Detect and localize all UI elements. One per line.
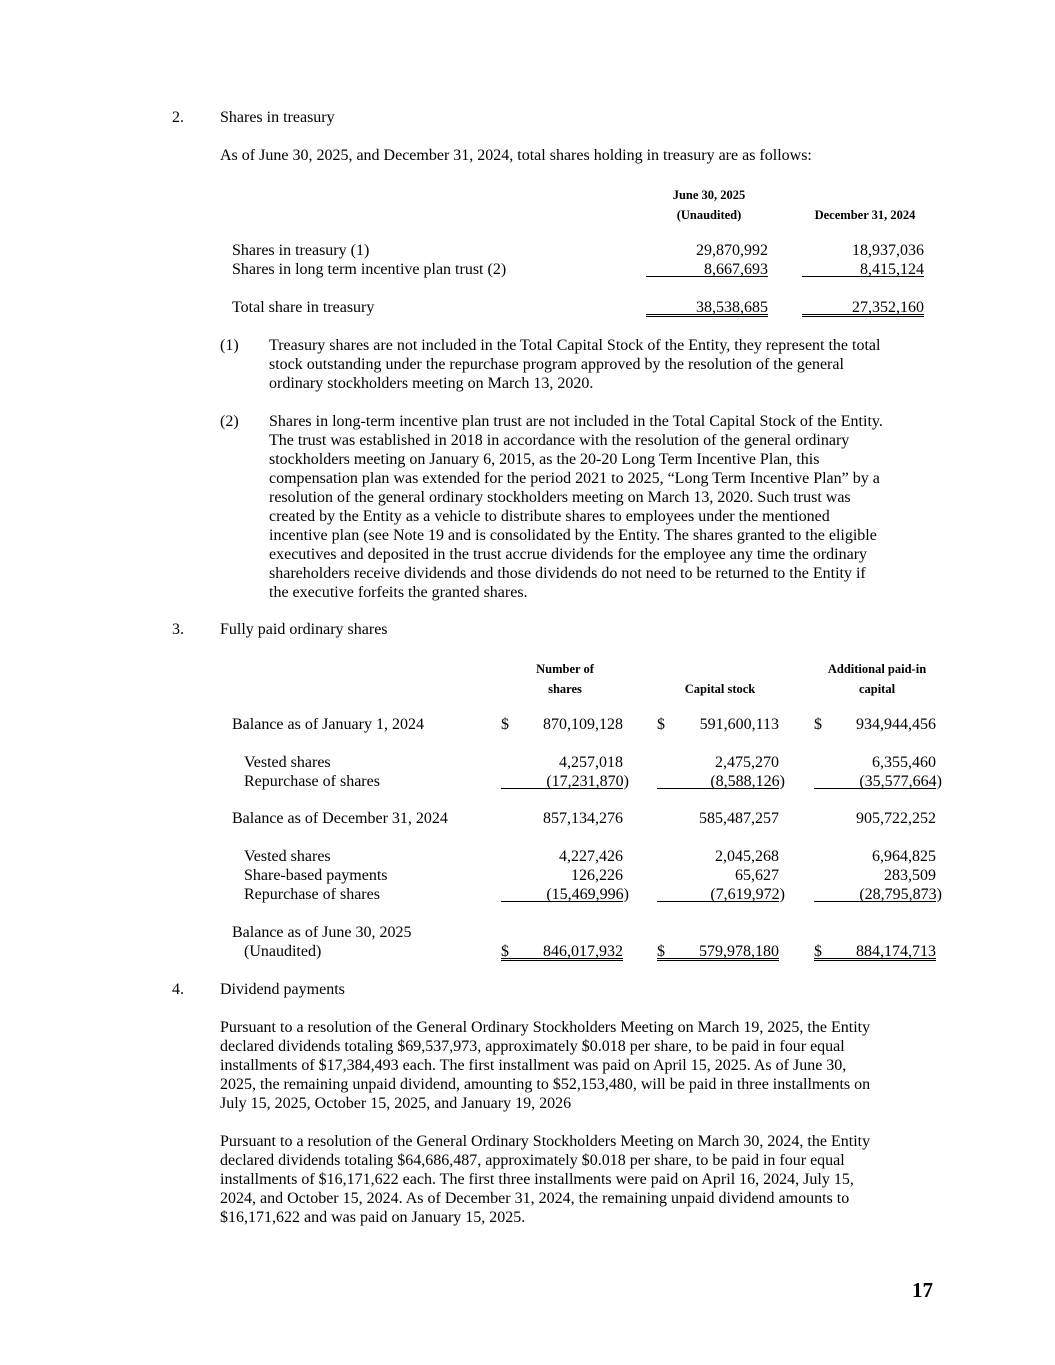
double-underline <box>802 314 924 317</box>
note-2-text <box>269 412 883 602</box>
treasury-total-dec: 27,352,160 <box>852 299 924 316</box>
underline <box>657 901 779 902</box>
underline <box>646 276 768 277</box>
equity-capital: 579,978,180 <box>699 943 779 960</box>
currency-symbol: $ <box>501 716 509 733</box>
underline <box>657 788 779 789</box>
underline <box>814 788 936 789</box>
equity-capital: 2,475,270 <box>715 754 779 771</box>
note-line: ordinary stockholders meeting on March 13, 2020. <box>269 375 594 392</box>
equity-apic: 905,722,252 <box>856 810 936 827</box>
note-line: stockholders meeting on January 6, 2015, as the 20-20 Long Term Incentive Plan, this <box>269 451 820 468</box>
note-1-marker: (1) <box>220 337 239 354</box>
currency-symbol: $ <box>814 943 822 960</box>
paragraph-line: Pursuant to a resolution of the General Ordinary Stockholders Meeting on March 30, 2024, the Entity <box>220 1133 871 1150</box>
paragraph-line: installments of $16,171,622 each. The first three installments were paid on April 16, 2024, July 15, <box>220 1171 854 1188</box>
equity-shares: 4,227,426 <box>559 848 623 865</box>
treasury-col1-header-line1: June 30, 2025 <box>672 188 746 202</box>
underline <box>501 788 623 789</box>
equity-shares: 126,226 <box>571 867 623 884</box>
treasury-col1-header-line2: (Unaudited) <box>676 208 742 222</box>
section-4-title: Dividend payments <box>220 981 345 998</box>
note-line: stock outstanding under the repurchase program approved by the resolution of the general <box>269 356 844 373</box>
double-underline <box>814 958 936 961</box>
treasury-row-dec: 18,937,036 <box>852 242 924 259</box>
paragraph-line: Pursuant to a resolution of the General Ordinary Stockholders Meeting on March 19, 2025, the Entity <box>220 1019 871 1036</box>
note-line: executives and deposited in the trust accrue dividends for the employee any time the ordinary <box>269 546 868 563</box>
currency-symbol: $ <box>657 943 665 960</box>
equity-row-label: Vested shares <box>244 848 331 865</box>
underline <box>802 276 924 277</box>
underline <box>501 901 623 902</box>
paragraph-line: 2024, and October 15, 2024. As of December 31, 2024, the remaining unpaid dividend amounts to <box>220 1190 850 1207</box>
equity-capital: (8,588,126) <box>710 773 785 790</box>
equity-shares: (17,231,870) <box>546 773 629 790</box>
section-2-number: 2. <box>172 109 184 126</box>
equity-row-label: Share-based payments <box>244 867 388 884</box>
apic-col-header-line2: capital <box>858 682 896 696</box>
equity-capital: 585,487,257 <box>699 810 779 827</box>
capital-col-header: Capital stock <box>684 682 756 696</box>
currency-symbol: $ <box>501 943 509 960</box>
note-line: incentive plan (see Note 19 and is consolidated by the Entity. The shares granted to the eligible <box>269 527 877 544</box>
paragraph-line: 2025, the remaining unpaid dividend, amounting to $52,153,480, will be paid in three installments on <box>220 1076 871 1093</box>
equity-shares: (15,469,996) <box>546 886 629 903</box>
double-underline <box>646 314 768 317</box>
note-2-marker: (2) <box>220 413 239 430</box>
currency-symbol: $ <box>814 716 822 733</box>
note-line: shareholders receive dividends and those dividends do not need to be returned to the Entity if <box>269 565 866 582</box>
equity-row-label: Vested shares <box>244 754 331 771</box>
paragraph-line: declared dividends totaling $69,537,973, approximately $0.018 per share, to be paid in four equal <box>220 1038 845 1055</box>
note-line: created by the Entity as a vehicle to distribute shares to employees under the mentioned <box>269 508 830 525</box>
equity-capital: (7,619,972) <box>710 886 785 903</box>
equity-shares: 4,257,018 <box>559 754 623 771</box>
equity-apic: 884,174,713 <box>856 943 936 960</box>
note-line: Treasury shares are not included in the Total Capital Stock of the Entity, they represent the total <box>269 337 881 354</box>
treasury-total-label: Total share in treasury <box>232 299 375 316</box>
section-3-title: Fully paid ordinary shares <box>220 621 388 638</box>
equity-apic: 6,355,460 <box>872 754 936 771</box>
equity-row-label: Balance as of June 30, 2025 <box>232 924 412 941</box>
equity-apic: 283,509 <box>884 867 936 884</box>
equity-capital: 591,600,113 <box>699 716 779 733</box>
equity-apic: 934,944,456 <box>856 716 936 733</box>
paragraph-line: installments of $17,384,493 each. The first installment was paid on April 15, 2025. As of June 30, <box>220 1057 847 1074</box>
currency-symbol: $ <box>657 716 665 733</box>
equity-capital: 65,627 <box>735 867 779 884</box>
equity-row-label: Balance as of January 1, 2024 <box>232 716 424 733</box>
treasury-row-dec: 8,415,124 <box>860 261 924 278</box>
equity-capital: 2,045,268 <box>715 848 779 865</box>
section-3-number: 3. <box>172 621 184 638</box>
equity-row-label: Repurchase of shares <box>244 773 380 790</box>
equity-shares: 870,109,128 <box>543 716 623 733</box>
note-line: the executive forfeits the granted shares. <box>269 584 528 601</box>
note-1-text <box>269 336 880 393</box>
treasury-row-jun: 8,667,693 <box>704 261 768 278</box>
shares-col-header-line2: shares <box>548 682 582 696</box>
treasury-row-jun: 29,870,992 <box>696 242 768 259</box>
apic-col-header-line1: Additional paid-in <box>827 662 927 676</box>
double-underline <box>657 958 779 961</box>
treasury-col2-header: December 31, 2024 <box>814 208 916 222</box>
note-line: The trust was established in 2018 in accordance with the resolution of the general ordinary <box>269 432 850 449</box>
equity-shares: 846,017,932 <box>543 943 623 960</box>
equity-apic: (28,795,873) <box>859 886 942 903</box>
equity-row-label: Balance as of December 31, 2024 <box>232 810 448 827</box>
dividend-paragraph-2 <box>220 1132 870 1227</box>
paragraph-line: declared dividends totaling $64,686,487, approximately $0.018 per share, to be paid in four equal <box>220 1152 845 1169</box>
equity-apic: 6,964,825 <box>872 848 936 865</box>
equity-shares: 857,134,276 <box>543 810 623 827</box>
shares-col-header-line1: Number of <box>536 662 594 676</box>
note-line: resolution of the general ordinary stockholders meeting on March 13, 2020. Such trust was <box>269 489 851 506</box>
section-2-intro: As of June 30, 2025, and December 31, 2024, total shares holding in treasury are as follows: <box>220 147 812 164</box>
section-4-number: 4. <box>172 981 184 998</box>
treasury-row-label: Shares in treasury (1) <box>232 242 370 259</box>
treasury-total-jun: 38,538,685 <box>696 299 768 316</box>
page-number: 17 <box>912 1278 933 1302</box>
double-underline <box>501 958 623 961</box>
equity-row-label-sub: (Unaudited) <box>244 943 322 960</box>
equity-row-label: Repurchase of shares <box>244 886 380 903</box>
note-line: Shares in long-term incentive plan trust are not included in the Total Capital Stock of the Entity. <box>269 413 883 430</box>
underline <box>814 901 936 902</box>
paragraph-line: $16,171,622 and was paid on January 15, 2025. <box>220 1209 526 1226</box>
treasury-row-label: Shares in long term incentive plan trust (2) <box>232 261 507 278</box>
dividend-paragraph-1 <box>220 1018 870 1113</box>
note-line: compensation plan was extended for the period 2021 to 2025, “Long Term Incentive Plan” by a <box>269 470 880 487</box>
paragraph-line: July 15, 2025, October 15, 2025, and January 19, 2026 <box>220 1095 572 1112</box>
section-2-title: Shares in treasury <box>220 109 335 126</box>
equity-apic: (35,577,664) <box>859 773 942 790</box>
